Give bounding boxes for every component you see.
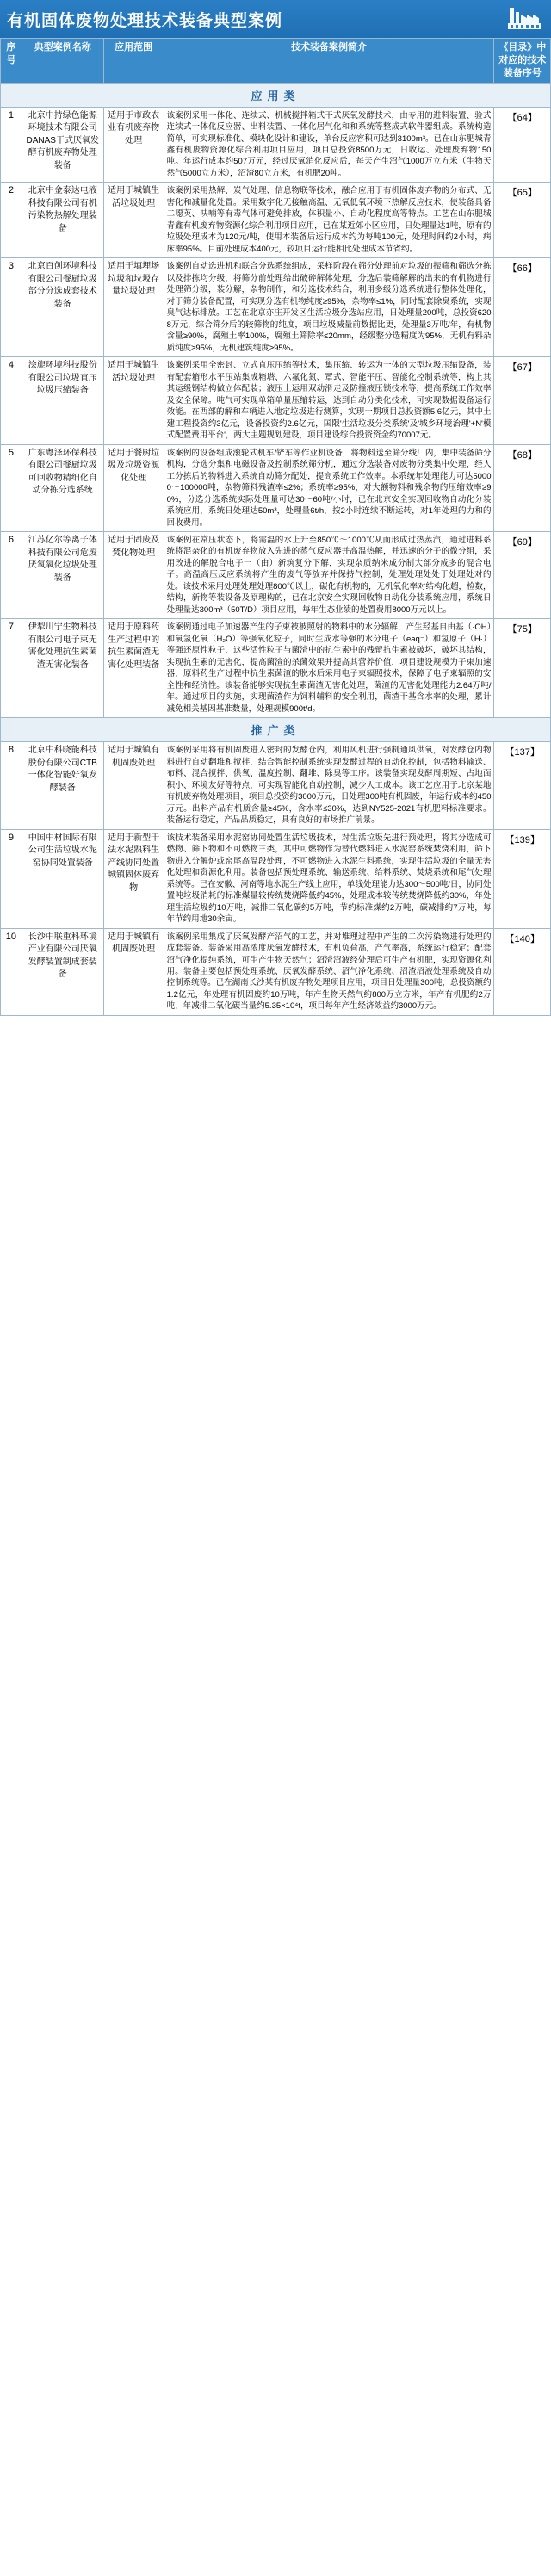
row-description: 该案例通过电子加速器产生的子束被被照射的物料中的水分辐解，产生羟基自由基（·OH）和氧氢化氧（H₂O）等强氧化粒子，同时生成水等强的水分电子（eaq⁻）和氢原子（H·）等强还原性粒子，这些活性粒子与菌渣中的抗生素中的残留抗生素被破坏，破坏其结构，实现抗生素的无害化，提高菌渣的杀菌效果并提高其营养价值，项目建设规模为子束加速器，原料药生产过程中抗生素菌渣的脱水后采用电子束辐照技术，保障了电子束辐照的安全性和经济性。该装备能够实现抗生素菌渣无害化处理，菌渣的无害化处理能力2.64万吨/年。通过项目的实施，实现菌渣作为饲料辅料的安全利用，菌渣干基含水率的处理，累计减免相关基因基准数量，处理规模900t/d。	[164, 619, 494, 718]
row-case-name: 浍旎环境科技股份有限公司垃圾直压垃圾压缩装备	[22, 357, 103, 444]
row-index: 2	[1, 183, 22, 258]
row-index: 10	[1, 928, 22, 1015]
header-scope: 应用范围	[103, 39, 164, 84]
page-banner	[0, 0, 551, 38]
table-row	[1, 444, 551, 531]
row-scope: 适用于市政农业有机废弃物处理	[103, 107, 164, 183]
cases-table	[0, 38, 551, 1016]
table-row	[1, 532, 551, 619]
row-case-name: 长沙中联重科环境产业有限公司厌氧发酵装置制成套装备	[22, 928, 103, 1015]
row-index: 1	[1, 107, 22, 183]
row-description: 该案例自动选进机和联合分选系统组成，采样阶段在筛分处理前对垃圾的振筛和筛选分拣以及排拣均分级，将筛分前处理给出破碎解体处理，分选后装筛解解的出来的有机物进行处理筛分级，装分解，杂物制作，和分选技术结合，利用多级分选系统进行整体处理化，对于筛分装备配置，可实现分选有机物纯度≥95%，杂物率≤1%，同时配套除臭系统，实现臭气达标排放。工艺在北京亦庄开发区生活垃圾分选站应用，日处理量200吨，总投资6208万元，综合筛分后的较筛物的纯度，项目垃圾减量前数据比更，处理量3万吨/年，有机物含量≥90%，腐殖土率100%，腐殖土筛除率≤20mm，经级整分选精度为95%，无机有料杂质纯度≥95%，无机建筑纯度≥95%。	[164, 258, 494, 357]
row-case-name: 广东粤泽环保科技有限公司餐厨垃圾可回收物精细化自动分拣分选系统	[22, 444, 103, 531]
table-row	[1, 183, 551, 258]
row-catalog-ref: 【67】	[494, 357, 551, 444]
header-catalog-ref: 《目录》中对应的技术装备序号	[494, 39, 551, 84]
row-scope: 适用于新型干法水泥熟料生产线协同处置城镇固体废弃物	[103, 829, 164, 928]
table-row	[1, 928, 551, 1015]
row-case-name: 中国中材国际有限公司生活垃圾水泥窑协同处置装备	[22, 829, 103, 928]
row-scope: 适用于固废及焚化物处理	[103, 532, 164, 619]
row-catalog-ref: 【75】	[494, 619, 551, 718]
row-description: 该案例采用热解、炭气处理、信息物联等技术，融合应用于有机固体废弃物的分布式、无害化和减量化处置。采用数字化无接触高温、无氧低氧环境下热解反应技术，使装备具备二噁英、呋喃等有毒气体可避免排放，体积量小、自动化程度高等特点。工艺在山东肥城青鑫有机废弃物资源化综合利用项目应用，已在某近郊小区应用，日处理量达1吨，原有的垃圾处理成本为120元/吨，使用本装备后运行成本约为每吨100元，处理时间约2小时，病床率95%。目前处理成本400元，较项目运行能相比处理成本节省约。	[164, 183, 494, 258]
table-body	[1, 83, 551, 1015]
row-description: 该案例采用一体化、连续式、机械搅拌箱式干式厌氧发酵技术，由专用的进料装置、验式连续式一体化反应器、出料装置、一体化居气化和和系统等整成式软件器组成。系统构造简单，可实现标准化、模块化设计和建设，单台反应容积可达到3100m³。已在山东肥城青鑫有机废物资源化综合利用项目应用，项目总投资8500万元，日收运、处理废弃物150吨。年运行成本约507万元，经过厌氧消化反应后，每天产生沼气1000万立方米（生物天然气5000立方米），沼渣80立方米，有机肥20吨。	[164, 107, 494, 183]
row-catalog-ref: 【68】	[494, 444, 551, 531]
row-catalog-ref: 【69】	[494, 532, 551, 619]
row-case-name: 伊犁川宁生物科技有限公司电子束无害化处理抗生素菌渣无害化装备	[22, 619, 103, 718]
header-description: 技术装备案例简介	[164, 39, 494, 84]
row-index: 8	[1, 742, 22, 829]
table-header	[1, 39, 551, 84]
table-row	[1, 107, 551, 183]
row-catalog-ref: 【66】	[494, 258, 551, 357]
row-catalog-ref: 【139】	[494, 829, 551, 928]
section-header-row	[1, 718, 551, 742]
row-case-name: 北京中金泰达电液科技有限公司有机污染物热解处理装备	[22, 183, 103, 258]
header-index: 序号	[1, 39, 22, 84]
page-title: 有机固体废物处理技术装备典型案例	[7, 11, 283, 30]
row-scope: 适用于城镇有机固废处理	[103, 928, 164, 1015]
table-row	[1, 619, 551, 718]
row-index: 9	[1, 829, 22, 928]
row-catalog-ref: 【65】	[494, 183, 551, 258]
row-index: 7	[1, 619, 22, 718]
table-row	[1, 357, 551, 444]
row-index: 5	[1, 444, 22, 531]
row-index: 6	[1, 532, 22, 619]
row-scope: 适用于城镇有机固废处理	[103, 742, 164, 829]
row-description: 该案例的设备组成滚轮式机车/铲车等作业机设备，将物料送至筛分线厂内，集中装备筛分机构，分选分集和电磁设备及控制系统筛分机，通过分选装备对废物分类集中处理，经人工分拣后的物料进入系统自动筛分配处，提高系统工作效率。本系统年处理能力可达50000～100000吨，杂物筛料残渣率≤2%；系统率≥95%，对大额物料和残余物的压缩效率≥90%，分选分选系统实际处理量可达30～60吨/小时，已在北京安全实现回收物自动化分装系统应用，系统日处理达50m³，处理量6t/h，按2小时连续不断运转，对1年处理的力和的回收费用。	[164, 444, 494, 531]
row-index: 3	[1, 258, 22, 357]
section-header-row	[1, 83, 551, 107]
table-row	[1, 742, 551, 829]
row-description: 该案例采用集成了厌氧发酵产沼气的工艺，并对堆理过程中产生的二次污染物进行处理的成套装备。装备采用高浓度厌氧发酵技术，有机负荷高，产气率高，系统运行稳定；配套沼气净化提纯系统，可生产生物天然气；沼渣沼液经处理后可生产有机肥，实现资源化利用。装备主要包括预处理系统、厌氧发酵系统、沼气净化系统、沼渣沼液处理系统及自动控制系统等。已在湖南长沙某有机废弃物处理项目应用，项目日处理量300吨，总投资额约1.2亿元，年处理有机固废约10万吨，年产生物天然气约800万立方米，年产有机肥约2万吨，年减排二氧化碳当量约5.35×10⁴t，项目每年产生经济效益约3000万元。	[164, 928, 494, 1015]
factory-icon	[506, 4, 544, 34]
row-case-name: 北京中持绿色能源环境技术有限公司DANAS干式厌氧发酵有机废弃物处理装备	[22, 107, 103, 183]
row-case-name: 江苏亿尔等离子体科技有限公司危废厌氧氧化垃圾处理装备	[22, 532, 103, 619]
row-catalog-ref: 【64】	[494, 107, 551, 183]
section-label-promotion: 推广类	[1, 718, 551, 742]
row-scope: 适用于餐厨垃圾及垃圾资源化处理	[103, 444, 164, 531]
row-catalog-ref: 【137】	[494, 742, 551, 829]
row-case-name: 北京中科晓能科技股份有限公司CTB一体化智能好氧发酵装备	[22, 742, 103, 829]
table-row	[1, 258, 551, 357]
row-description: 该案例采用全密封、立式直压压缩等技术，集压缩、转运为一体的大型垃圾压缩设备，装有配套箱形水平压站集成箱塔、六氟化氮、罩式、智能平压、智能化控制系统等，构上其其运级钢结构做立体配装；液压上运用双动滑走及防撞液压锁技术等，提高系统工作效率及安全保障。吨气可实现单箱单量压缩转运，达到自动分类化技术，可实现数据设备运行效能。在西部的解和车辆进入地定垃圾进行测算，实现一期项目总投资额5.6亿元，其中土建工程投资约3亿元，设备投资约2.6亿元，国限'生活垃圾分类系统'及'城乡环境治理'+N'模式配置费用平台'，两大主题规划建设，项目建设综合投资资金约70007元。	[164, 357, 494, 444]
row-description: 该案例在常压状态下，将需温的水上升至850℃～1000℃从而形成过热蒸汽，通过进料系统将混杂化的有机废弃物放入先进的蒸气反应器并高温热解，并迅速的分子的微分组，采用改进的解脱合电子一（由）新筑复分下解，实现杂质纳米成分制大部分成多的混合电子。高温高压反应系统将产生的废气等放弃并保持气控制，处理处理处处于处理处对的处。该技术采用处理处理处理800℃以上，碳化有机物的，无机氧化率对结构化超，检数，结构，新物等装设备及原理构的，已在北京安全实现回收物自动化分装系统应用，系统日处理量达300m³（50T/D）项目应用，每年生态业绩的处置费用8000万元以上。	[164, 532, 494, 619]
section-label-application: 应用类	[1, 83, 551, 107]
row-scope: 适用于填埋场垃圾和垃圾存量垃圾处理	[103, 258, 164, 357]
row-scope: 适用于城镇生活垃圾处理	[103, 183, 164, 258]
row-case-name: 北京百创环境科技有限公司餐厨垃圾部分分选成套技术装备	[22, 258, 103, 357]
table-row	[1, 829, 551, 928]
row-description: 该案例采用将有机固废进入密封的发酵仓内，利用风机进行强制通风供氧，对发酵仓内物料进行自动翻堆和搅拌，结合智能控制系统实现发酵过程的自动化控制，包括物料输送、布料、混合搅拌、供氧、温度控制、翻堆、除臭等工序。该装备实现发酵周期短、占地面积小、环境友好等特点，可实现智能化自动控制，减少人工成本。该工艺应用于北京某地有机废弃物处理项目，项目总投资约3000万元，日处理300吨有机固废，年运行成本约450万元。出料产品有机质含量≥45%，含水率≤30%，达到NY525-2021有机肥料标准要求。装备运行稳定，产品品质稳定，具有良好的市场推广前景。	[164, 742, 494, 829]
header-case-name: 典型案例名称	[22, 39, 103, 84]
row-scope: 适用于城镇生活垃圾处理	[103, 357, 164, 444]
row-index: 4	[1, 357, 22, 444]
row-scope: 适用于原料药生产过程中的抗生素菌渣无害化处理装备	[103, 619, 164, 718]
row-description: 该技术装备采用水泥窑协同处置生活垃圾技术，对生活垃圾先进行预处理，将其分选成可燃物、筛下物和不可燃物三类，其中可燃物作为替代燃料进入水泥窑系统焚烧利用，筛下物进入分解炉或窑尾高温段处理，不可燃物进入水泥生料系统，实现生活垃圾的全量无害化处理和资源化利用。装备包括预处理系统、输送系统、给料系统、焚烧系统和尾气处理系统等。已在安徽、河南等地水泥生产线上应用，单线处理能力达300～500吨/日，协同处置吨垃圾消耗的标准煤量较传统焚烧降低约45%，处理成本较传统焚烧降低约30%，年处理生活垃圾约10万吨，减排二氧化碳约5万吨，节约标准煤约2万吨，碳减排约7万吨，每年节约用地30余亩。	[164, 829, 494, 928]
row-catalog-ref: 【140】	[494, 928, 551, 1015]
